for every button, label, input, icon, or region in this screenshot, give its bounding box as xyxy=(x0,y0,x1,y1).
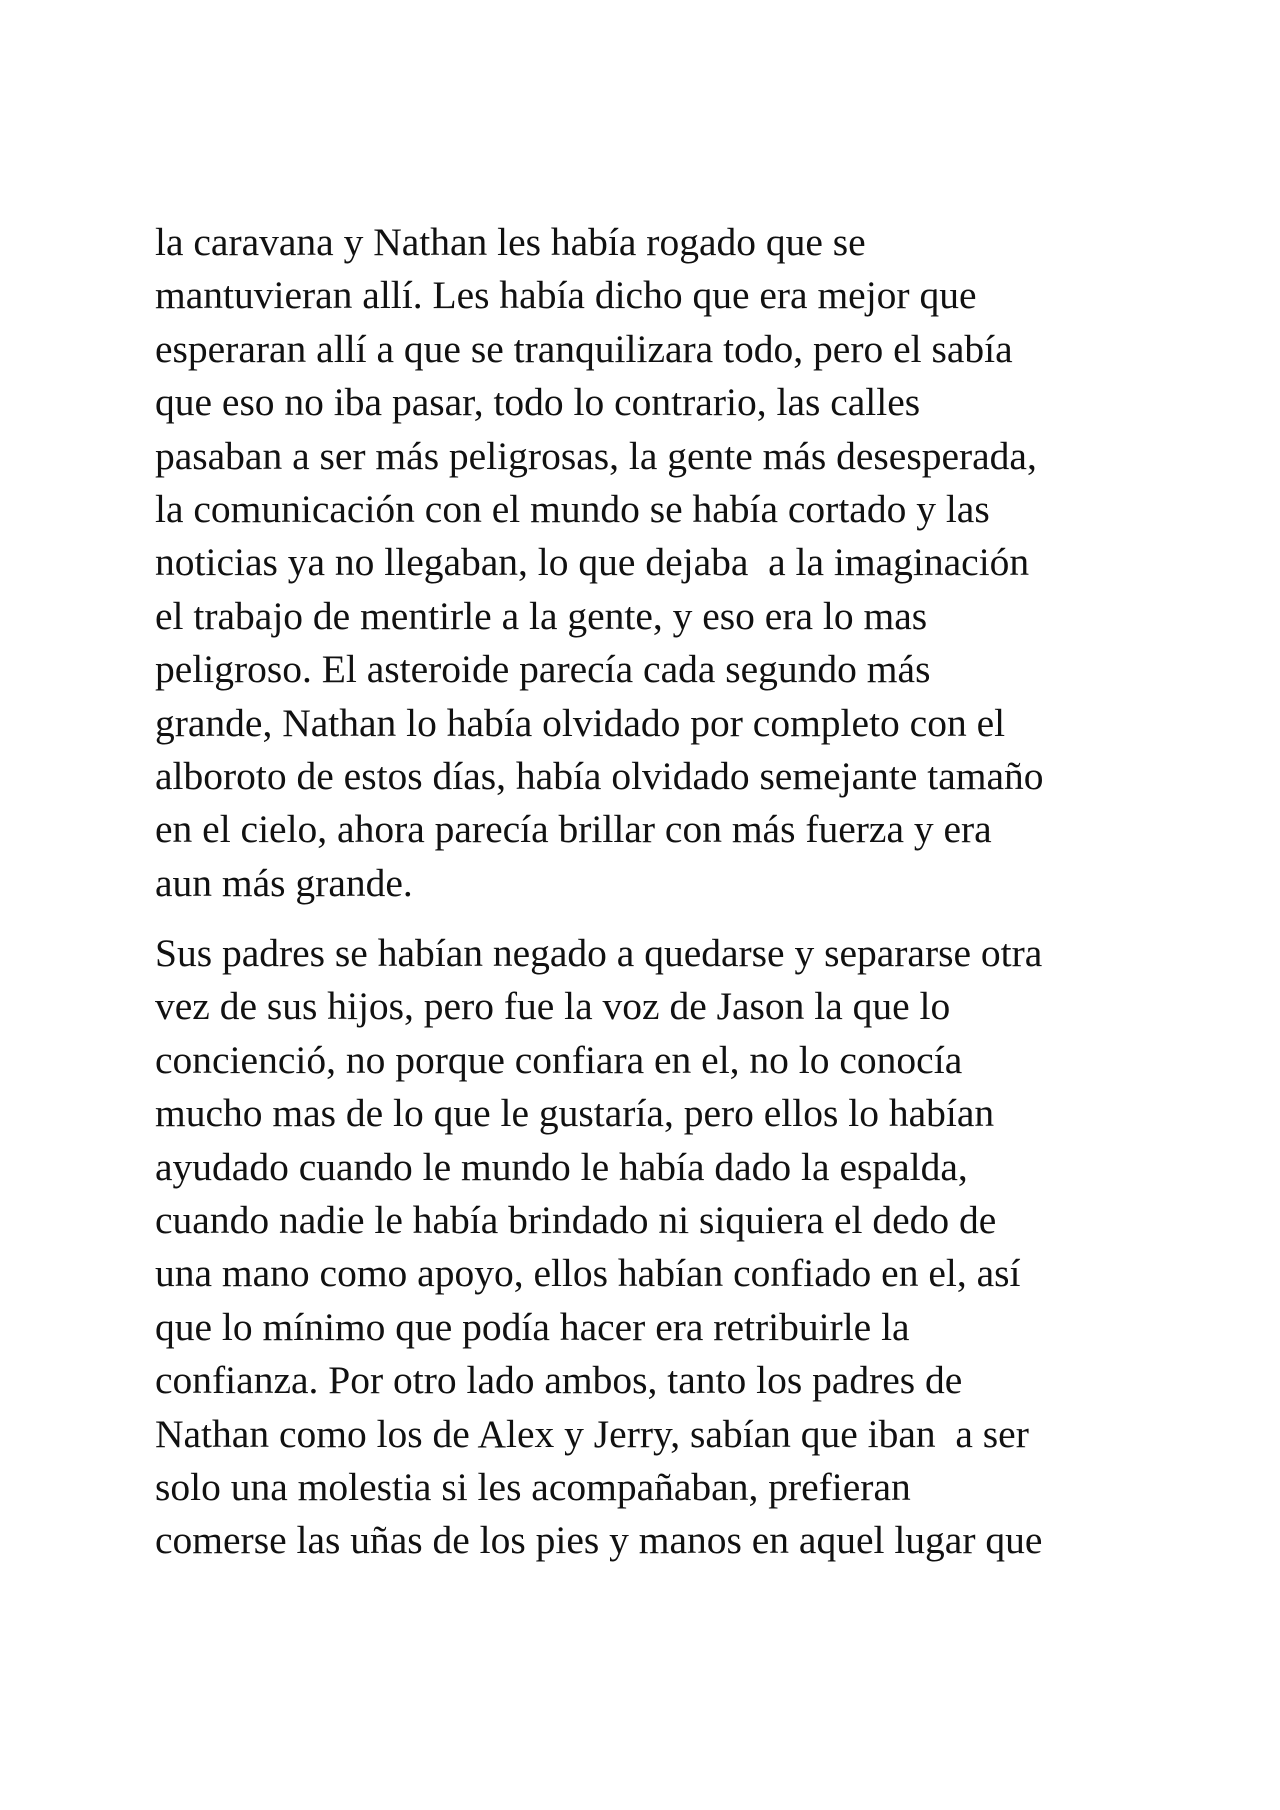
text-line: la caravana y Nathan les había rogado que se xyxy=(155,220,866,264)
text-line: una mano como apoyo, ellos habían confiado en el, así xyxy=(155,1251,1021,1296)
text-line: noticias ya no llegaban, lo que dejaba a la imaginación xyxy=(155,540,1030,585)
text-line: alboroto de estos días, había olvidado semejante tamaño xyxy=(155,753,1044,798)
text-line: peligroso. El asteroide parecía cada segundo más xyxy=(155,647,931,692)
text-line: vez de sus hijos, pero fue la voz de Jason la que lo xyxy=(155,984,951,1029)
body-text xyxy=(155,216,1165,1568)
text-line: cuando nadie le había brindado ni siquiera el dedo de xyxy=(155,1198,997,1243)
text-line: Sus padres se habían negado a quedarse y separarse otra xyxy=(155,931,1043,976)
paragraph-1 xyxy=(155,216,1165,910)
text-line: que eso no iba pasar, todo lo contrario, las calles xyxy=(155,380,921,425)
text-line: la comunicación con el mundo se había cortado y las xyxy=(155,486,990,531)
text-line: que lo mínimo que podía hacer era retribuirle la xyxy=(155,1304,910,1349)
text-line: comerse las uñas de los pies y manos en aquel lugar que xyxy=(155,1518,1043,1563)
text-line: en el cielo, ahora parecía brillar con más fuerza y era xyxy=(155,807,992,852)
text-line: confianza. Por otro lado ambos, tanto los padres de xyxy=(155,1358,963,1403)
text-line: mucho mas de lo que le gustaría, pero ellos lo habían xyxy=(155,1091,995,1136)
text-line: el trabajo de mentirle a la gente, y eso era lo mas xyxy=(155,593,928,638)
text-line: concienció, no porque confiara en el, no lo conocía xyxy=(155,1037,963,1082)
text-line: ayudado cuando le mundo le había dado la espalda, xyxy=(155,1144,968,1189)
text-line: mantuvieran allí. Les había dicho que era mejor que xyxy=(155,273,977,318)
paragraph-2 xyxy=(155,927,1165,1568)
text-line: esperaran allí a que se tranquilizara todo, pero el sabía xyxy=(155,326,1013,371)
text-line: solo una molestia si les acompañaban, prefieran xyxy=(155,1464,911,1509)
text-line: aun más grande. xyxy=(155,860,413,905)
text-line: grande, Nathan lo había olvidado por completo con el xyxy=(155,700,1006,745)
text-line: Nathan como los de Alex y Jerry, sabían que iban a ser xyxy=(155,1411,1029,1456)
text-line: pasaban a ser más peligrosas, la gente más desesperada, xyxy=(155,433,1037,478)
